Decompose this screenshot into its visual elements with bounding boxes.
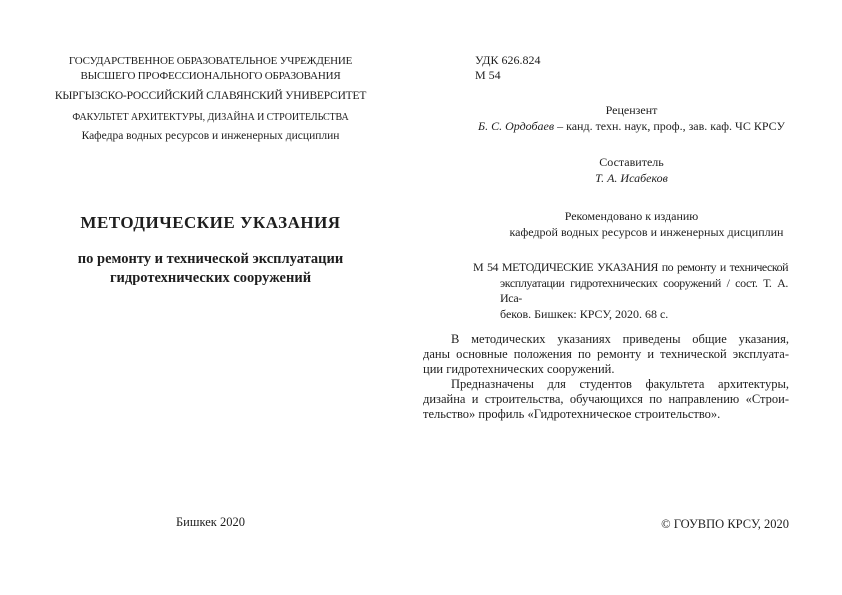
recommendation-line-1: Рекомендовано к изданию [564, 209, 699, 223]
bibliographic-line-1: М 54 МЕТОДИЧЕСКИЕ УКАЗАНИЯ по ремонту и технической [473, 260, 788, 274]
institution-line-1: ГОСУДАРСТВЕННОЕ ОБРАЗОВАТЕЛЬНОЕ УЧРЕЖДЕНИЕ [68, 55, 353, 67]
udk-number: УДК 626.824 [475, 53, 541, 67]
document-title: МЕТОДИЧЕСКИЕ УКАЗАНИЯ [80, 213, 341, 232]
compiler-label: Составитель [599, 155, 664, 169]
annotation-para1-line3: ции гидротехнических сооружений. [423, 362, 615, 376]
annotation-para2-line1: Предназначены для студентов факультета архитектуры, [451, 377, 789, 391]
reviewer-line [421, 119, 842, 135]
university-name: КЫРГЫЗСКО-РОССИЙСКИЙ СЛАВЯНСКИЙ УНИВЕРСИТЕТ [54, 90, 367, 102]
reviewer-label: Рецензент [605, 103, 658, 117]
document-subtitle [0, 250, 421, 288]
reviewer-name: Б. С. Ордобаев [477, 118, 555, 133]
annotation-block [423, 332, 789, 422]
recommendation-block [421, 209, 842, 240]
reviewer-block [421, 103, 842, 134]
department-name: Кафедра водных ресурсов и инженерных дисциплин [81, 130, 340, 142]
document-subtitle-line-2: гидротехнических сооружений [109, 270, 312, 286]
faculty-name: ФАКУЛЬТЕТ АРХИТЕКТУРЫ, ДИЗАЙНА И СТРОИТЕЛЬСТВА [72, 112, 349, 123]
imprint-page [421, 0, 842, 595]
annotation-para1-line1: В методических указаниях приведены общие указания, [451, 332, 789, 346]
institution-block [0, 54, 421, 144]
compiler-block [421, 155, 842, 186]
reviewer-credentials: – канд. техн. наук, проф., зав. каф. ЧС КРСУ [554, 118, 786, 133]
bibliographic-line-2: эксплуатации гидротехнических сооружений / сост. Т. А. Иса- [500, 275, 788, 305]
document-subtitle-line-1: по ремонту и технической эксплуатации [77, 251, 344, 267]
bibliographic-entry [473, 260, 788, 322]
recommendation-line-2: кафедрой водных ресурсов и инженерных дисциплин [509, 224, 784, 239]
annotation-para1-line2: даны основные положения по ремонту и технической эксплуата- [423, 347, 789, 361]
udk-block [475, 53, 540, 83]
imprint-city-year: Бишкек 2020 [175, 515, 245, 529]
title-block [0, 212, 421, 288]
annotation-para2-line2: дизайна и строительства, обучающихся по направлению «Строи- [423, 392, 789, 406]
institution-line-2: ВЫСШЕГО ПРОФЕССИОНАЛЬНОГО ОБРАЗОВАНИЯ [80, 70, 341, 82]
copyright-notice: © ГОУВПО КРСУ, 2020 [661, 517, 789, 531]
classification-code: М 54 [475, 68, 501, 82]
compiler-name: Т. А. Исабеков [595, 170, 668, 185]
bibliographic-line-3: беков. Бишкек: КРСУ, 2020. 68 с. [500, 306, 669, 321]
annotation-para2-line3: тельство» профиль «Гидротехническое строительство». [423, 407, 721, 421]
